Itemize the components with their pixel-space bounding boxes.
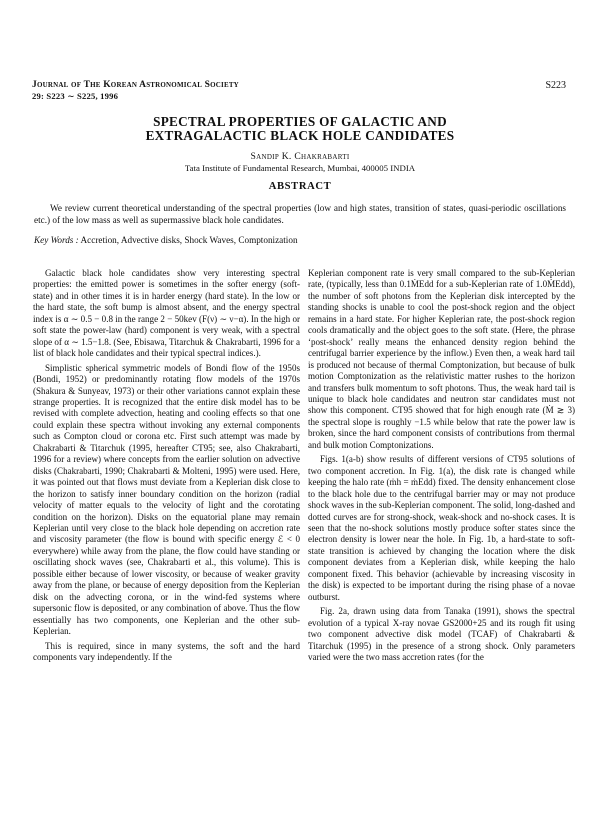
- title-line-1: SPECTRAL PROPERTIES OF GALACTIC AND: [153, 114, 447, 129]
- keywords-text: Accretion, Advective disks, Shock Waves, Comptonization: [80, 235, 298, 245]
- abstract-text: We review current theoretical understanding of the spectral properties (low and high states, transition of states, quasi-periodic oscillations etc.) of the low mass as well as supermassive black hole candidates.: [34, 203, 566, 225]
- paragraph: Keplerian component rate is very small compared to the sub-Keplerian rate, (typically, less than 0.1ṀEdd for a sub-Keplerian rate of 1.0ṀEdd), the number of soft photons from the Keplerian disk intercepted by the standing shocks is unable to cool the post-shock region and the object remains in a hard state. For higher Keplerian rate, the post-shock region cools dramatically and the object goes to the soft state. (Here, the phrase ‘post-shock’ really means the enhanced density region behind the centrifugal barrier experience by the inflow.) Even then, a weak hard tail is produced not because of thermal Comptonization, but because of bulk motion Comptonization as the relativistic matter rushes to the horizon and transfers bulk momentum to soft photons. Thus, the weak hard tail is unique to black hole candidates and neutron star candidates must not show this component. CT95 showed that for high enough rate (Ṁ ≳ 3) the spectral slope is roughly −1.5 while below that rate the power law is broken, since the hard component consists of contributions from thermal and bulk motion Comptonizations.: [308, 268, 575, 450]
- body-column-left: [33, 268, 300, 666]
- journal-volume: 29: S223 ∼ S225, 1996: [32, 91, 119, 101]
- paragraph: Fig. 2a, drawn using data from Tanaka (1991), shows the spectral evolution of a typical X-ray novae GS2000+25 and its rough fit using two component advective disk model (TCAF) of Chakrabarti & Titarchuk (1995) in the presence of a strong shock. Only parameters varied were the two mass accretion rates (for the: [308, 606, 575, 662]
- keywords-label: Key Words :: [34, 235, 79, 245]
- page-number: S223: [545, 80, 566, 91]
- keywords: [34, 235, 566, 245]
- paragraph: Figs. 1(a-b) show results of different versions of CT95 solutions of two component accretion. In Fig. 1(a), the disk rate is changed while keeping the halo rate (ṁh = ṁEdd) fixed. The density enhancement close to the black hole due to the centrifugal barrier may or may not produce shock waves in the sub-Keplerian component. The solid, long-dashed and dotted curves are for strong-shock, weak-shock and no-shock cases. It is seen that the no-shock solutions mostly produce softer states since the electron density is lower near the hole. In Fig. 1b, a hard-state to soft-state transition is achieved by changing the location where the disk component deviates from a Keplerian disk, while keeping the halo component fixed. This behavior (achievable by increasing viscosity in the disk) is expected to be important during the rising phase of a novae outburst.: [308, 454, 575, 602]
- paper-title: [0, 115, 600, 143]
- abstract-heading: ABSTRACT: [268, 181, 332, 192]
- paragraph: This is required, since in many systems, the soft and the hard components vary independently. If the: [33, 640, 300, 662]
- journal-name: Journal of The Korean Astronomical Society: [32, 80, 239, 90]
- body-column-right: [308, 268, 575, 666]
- journal-citation: [32, 80, 239, 102]
- paragraph: Galactic black hole candidates show very interesting spectral properties: the emitted power is sometimes in the softer energy (soft-state) and in other times it is in harder energy (hard state). In the low or the hard state, the soft bump is almost absent, and the energy spectral index is α ∼ 0.5 − 0.8 in the range 2 − 50kev (F(ν) ∼ ν−α). In the high or soft state the power-law (hard) component is very weak, with a spectral slope of α ∼ 1.5−1.8. (See, Ebisawa, Titarchuk & Chakrabarti, 1996 for a list of black hole candidates and their typical spectral indices.).: [33, 268, 300, 359]
- title-line-2: EXTRAGALACTIC BLACK HOLE CANDIDATES: [145, 128, 455, 143]
- author-name: Sandip K. Chakrabarti: [250, 151, 350, 162]
- author-affiliation: Tata Institute of Fundamental Research, Mumbai, 400005 INDIA: [184, 163, 416, 173]
- paragraph: Simplistic spherical symmetric models of Bondi flow of the 1950s (Bondi, 1952) or predominantly rotating flow models of the 1970s (Shakura & Sunyeav, 1973) or their other variations cannot explain these strange properties. It is recognized that the entire disk model has to be revised with complete advection, heating and cooling effects so that one could explain these spectra without invoking any external components such as Compton cloud or corona etc. First such attempt was made by Chakrabarti & Titarchuk (1995, hereafter CT95; see, also Chakrabarti, 1996 for a review) where concepts from the earlier solution on advective disks (Chakrabarti, 1990; Chakrabarti & Molteni, 1995) were used. Here, it was pointed out that flows must deviate from a Keplerian disk close to the horizon to satisfy inner boundary condition on the horizon (radial velocity of matter equals to the velocity of light and the corotating condition on the horizon). Disks on the equatorial plane may remain Keplerian until very close to the black hole depending on accretion rate and viscosity parameter (the flow is bound with specific energy ℰ < 0 everywhere) while away from the plane, the flow could have standing or oscillating shock waves (see, Chakrabarti et al., this volume). This is possible either because of lower viscosity, or because of weaker gravity away from the plane, or because of energy deposition from the Keplerian disk on the advecting corona, or in the wind-fed systems where supersonic flow is deposited, or any combination of above. Thus the flow essentially has two components, one Keplerian and the other sub-Keplerian.: [33, 362, 300, 637]
